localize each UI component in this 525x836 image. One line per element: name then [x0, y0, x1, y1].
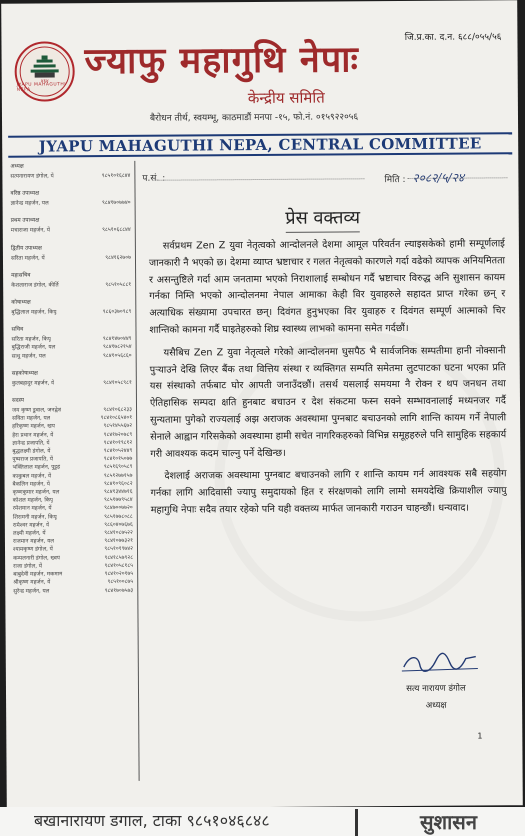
member-name: हरिकृष्ण महर्जन, खप [12, 423, 55, 431]
member-phone: ९८५१०६८८४४ [102, 227, 131, 234]
member-phone: ९८५१४५५६७२ [103, 423, 133, 430]
member-phone: ९८४१०५२४४९ [103, 447, 133, 455]
member-name: हेरा प्रधान महर्जन, यें [12, 432, 54, 439]
member-row [10, 172, 130, 181]
member-phone: ९८४१०८७५२२ [104, 529, 133, 537]
member-name: पुष्पराज प्रजापति, यें [12, 456, 53, 463]
organization-logo [14, 41, 74, 101]
member-phone: ९८५१०१६८४४ [101, 172, 131, 180]
organization-address: बैरोधन तीर्थ, स्वयम्भू, काठमाडौं मनपा -१५, फो.नं. ०१५९२२०५६ [149, 112, 359, 124]
member-role: सचिव [11, 326, 24, 333]
member-phone: ९८५१०१९७४२ [104, 546, 134, 553]
member-row [12, 352, 132, 361]
paragraph: देशलाई अराजक अवस्थामा पुग्नबाट बचाउनको लागि र शान्ति कायम गर्न आवश्यक सबै सहयोग गर्नका लागि आदिवासी ज्यापु समुदायको हित र संरक्षणको लागि लामो समयदेखि क्रियाशील ज्यापु महागुथि नेपाः सदैव तयार रहेको पनि यही वक्तव्य मार्फत जानकारी गराउन चाहन्छौं। धन्यवाद। [150, 468, 507, 516]
member-phone: ९८५१६९०५८९ [103, 464, 133, 471]
member-phone: ९८४१७८२१५४ [102, 344, 132, 351]
member-name: कुलबहादुर महर्जन, यें [11, 380, 55, 387]
member-name: जय कृष्ण डुवाल, जनद्वेश [12, 407, 62, 414]
member-group [11, 215, 131, 235]
committee-member-list [10, 161, 139, 782]
member-group [12, 368, 132, 388]
member-phone: ९८४१०१५०७७ [103, 456, 133, 463]
member-role: अध्यक्ष [10, 163, 24, 170]
date-label: मिति : [384, 174, 406, 186]
registration-number: जि.प्र.का. द.न. ६८८/०५५/५६ [404, 32, 502, 43]
member-name: ज्ञानेन्द्र प्रजापति, यें [12, 440, 50, 447]
reference-label: प.सं. : [142, 173, 166, 184]
logo-text: JYAPU MAHAGUTHI NEPA [16, 82, 67, 93]
organization-name: ज्याफु महागुथि नेपाः [84, 38, 359, 83]
committee-name: केन्द्रीय समिति [247, 88, 325, 108]
member-name: राजमान महर्जन, यल [12, 538, 55, 546]
member-name: कृष्णकुमार महर्जन, यल [12, 489, 60, 496]
member-phone: ९८४१०१९८१२ [103, 439, 133, 446]
background-phone-text: बखानारायण डगाल, टाका ९८५१०४६८४८ [34, 811, 270, 830]
member-name: बुद्धलक्ष्मी डंगोल, यें [12, 448, 51, 455]
member-name: श्यामकृष्ण डंगोल, यें [12, 546, 53, 554]
letterhead-paper [1, 0, 523, 809]
member-name: ज्ञानेन्द्र महर्जन, यल [10, 200, 49, 207]
paragraph: सर्वप्रथम Zen Z युवा नेतृत्वको आन्दोलनले देशमा आमूल परिवर्तन ल्याइसकेको हामी सम्पूर्णलाई जानकारी नै भएको छ। देशमा व्याप्त भ्रष्टाचार र गलत नेतृत्वको कारणले गर्दा वढेको व्यापक अनियमितता र असन्तुष्टिले गर्दा आम जनतामा भएको निराशालाई सम्बोधन गर्दै भ्रष्टाचार विरुद्ध अनि सुशासन कायम गर्नका निम्ति भएको आन्दोलनमा नेपाल आमाका केही विर युवाहरुले सहादत प्राप्त गरेका छन् र अत्याधिक संख्यामा उपचारत छन्। दिवंगत हुनुभएका विर युवाहरु र दिवंगत सम्पूर्ण आत्माको चिर शान्तिको कामना गर्दै घाइतेहरुको शिघ्र स्वास्थ्य लाभको कामना समेत गर्दछौं। [148, 238, 506, 336]
member-phone: ९८४१०७७३२१ [104, 538, 133, 545]
press-statement-title: प्रेस वक्तव्य [143, 204, 503, 231]
member-phone: ९८६०३७०९८९ [102, 308, 132, 316]
background-word: सुशासन [420, 810, 477, 834]
member-name: शिरामनी महर्जन, किपू [12, 514, 57, 521]
member-phone: ९८४१०९६०८२ [103, 480, 133, 487]
member-name: सरिता महर्जन, किपू [11, 336, 51, 343]
member-row [11, 226, 131, 235]
member-name: रामेश्वर महर्जन, यें [12, 522, 50, 529]
member-role: द्वितीय उपाध्यक्ष [10, 245, 42, 252]
member-phone: ९८४१८५७९२८ [104, 554, 134, 561]
member-group [11, 243, 131, 263]
member-phone: ९८४१०५६८६० [103, 352, 132, 359]
member-name: कम्पलनारी डंगोल, ख्वप [13, 555, 60, 562]
member-phone: ९८४१७०७५७३ [104, 587, 134, 594]
member-group [10, 161, 130, 181]
member-name: बुद्धिराजी महर्जन, यल [11, 344, 56, 352]
member-row [11, 199, 131, 208]
member-name: बैकलिन महर्जन, यें [12, 481, 50, 488]
statement-body [149, 236, 507, 523]
member-row [12, 379, 132, 388]
member-phone: ९८५१००८७५ [107, 579, 134, 586]
member-phone: ९८४१०२०१७५ [104, 570, 134, 578]
logo-year: ४६४ [40, 77, 49, 85]
date-value: २०८२/५/२४ [412, 170, 465, 185]
member-phone: ९८५१७७९५८४ [104, 497, 133, 504]
member-group [11, 270, 131, 290]
member-role: प्रथम उपाध्यक्ष [10, 217, 40, 225]
member-phone: ९८४१०५८१८५ [104, 562, 134, 569]
member-phone: ९८५१०५८८१ [105, 281, 132, 288]
member-name: लक्ष्मी महर्जन, यें [12, 530, 46, 537]
bottom-background-strip [0, 807, 525, 836]
member-name: सविता महर्जन, यल [12, 415, 51, 422]
member-role: सदस्य [11, 397, 24, 404]
member-role: सहकोषाध्यक्ष [11, 370, 38, 377]
member-group [12, 395, 133, 596]
member-group [11, 324, 131, 360]
banner-text: JYAPU MAHAGUTHI NEPA, CENTRAL COMMITTEE [38, 134, 482, 156]
member-name: रमेशमान महर्जन, यें [12, 505, 52, 513]
member-phone: ९८४१३४४७१६ [103, 488, 133, 496]
member-name: भक्तिलाल महर्जन, पुट्टह [12, 464, 61, 472]
member-phone: ९८४१०५८९८१ [103, 379, 132, 386]
paragraph: यसैबिच Zen Z युवा नेतृत्वले गरेको आन्दोलनमा घुसपैठ भै सार्वजनिक सम्पतीमा हानी नोक्सानी पुऱ्याउने देखि लिएर बैंक तथा वित्तिय संस्था र व्यक्तिगत सम्पति समेतमा लुटपाटका घटना भएका प्रति यस संस्थाको तर्फबाट घोर आपती जनाउँदछौं। तसर्थ यसलाई समयमा नै रोक्न र थप जनधन तथा ऐतिहासिक सम्पदा क्षति हुनबाट बचाउन र देश संकटमा फस्न सक्ने सम्भावनालाई मध्यनजर गर्दै सुन्यतामा पुगेको राज्यलाई अझ अराजक अवस्थामा पुग्नबाट बचाउनको लागि शान्ति कायम गर्ने नेपाली सेनाले आह्वान गरिसकेको अवस्थामा हामी सचेत नागरिकहरुको विभिन्न समूहहरुले पनि सामुहिक सहकार्य गरी आवश्यक कदम चाल्नु पर्ने देखिन्छ। [149, 345, 507, 460]
member-name: राजा डंगोल, यें [13, 563, 42, 570]
member-role: वरिष्ठ उपाध्यक्ष [10, 190, 40, 197]
member-name: बाबुदेवी महर्जन, मकमाम [13, 571, 63, 578]
member-row [11, 254, 131, 263]
member-name: बुद्धिलाल महर्जन, किपू [11, 309, 57, 316]
member-phone: ९८४१०६८२३३ [103, 406, 133, 414]
member-role: महासचिव [11, 272, 31, 279]
member-name: सुरेन्द्र महर्जन, यल [13, 587, 50, 595]
signatory-title: अध्यक्ष [425, 700, 447, 711]
member-phone: ९८६०४०७६७६ [104, 521, 133, 528]
member-name: श्रीकृष्ण महर्जन, यें [13, 579, 51, 587]
member-phone: ९८४१७०७७४० [101, 200, 131, 207]
member-phone: ९८४१६२७०७ [105, 254, 131, 261]
member-name: काकुबल महर्जन, यें [12, 473, 52, 480]
member-phone: ९८४१४७०४४९ [102, 336, 132, 343]
divider [355, 809, 358, 836]
reference-line [154, 178, 364, 180]
member-phone: ९८४१०८६५४०१ [100, 415, 133, 422]
member-row [11, 281, 131, 290]
member-phone: ९८४१७२०७८९ [103, 431, 133, 438]
member-group [10, 188, 130, 208]
member-phone: ९८५१२७७१५७ [103, 472, 133, 479]
member-phone: ९८५१७७८०८८ [104, 513, 133, 520]
member-name: मचाराजा महर्जन, यें [10, 227, 50, 235]
temple-icon [30, 55, 60, 77]
member-role: कोषाध्यक्ष [11, 299, 31, 306]
member-row [11, 308, 131, 317]
signatory-name: सत्य नारायण डंगोल [406, 683, 466, 694]
member-name: सरिता महर्जन, यें [10, 255, 45, 262]
member-phone: ९८४७००७७२० [104, 505, 133, 512]
member-name: कोशल महर्जन, किपू [12, 497, 54, 505]
member-name: सत्यनारायण डंगोल, यें [10, 173, 54, 180]
english-banner [8, 132, 512, 158]
member-name: केशलाराज डंगोल, कीर्ति [11, 282, 59, 289]
member-group [11, 297, 131, 317]
member-row [13, 586, 133, 595]
member-name: साधु महर्जन, यल [11, 353, 46, 360]
handwritten-signature [400, 648, 480, 677]
page-number: 1 [477, 731, 483, 741]
